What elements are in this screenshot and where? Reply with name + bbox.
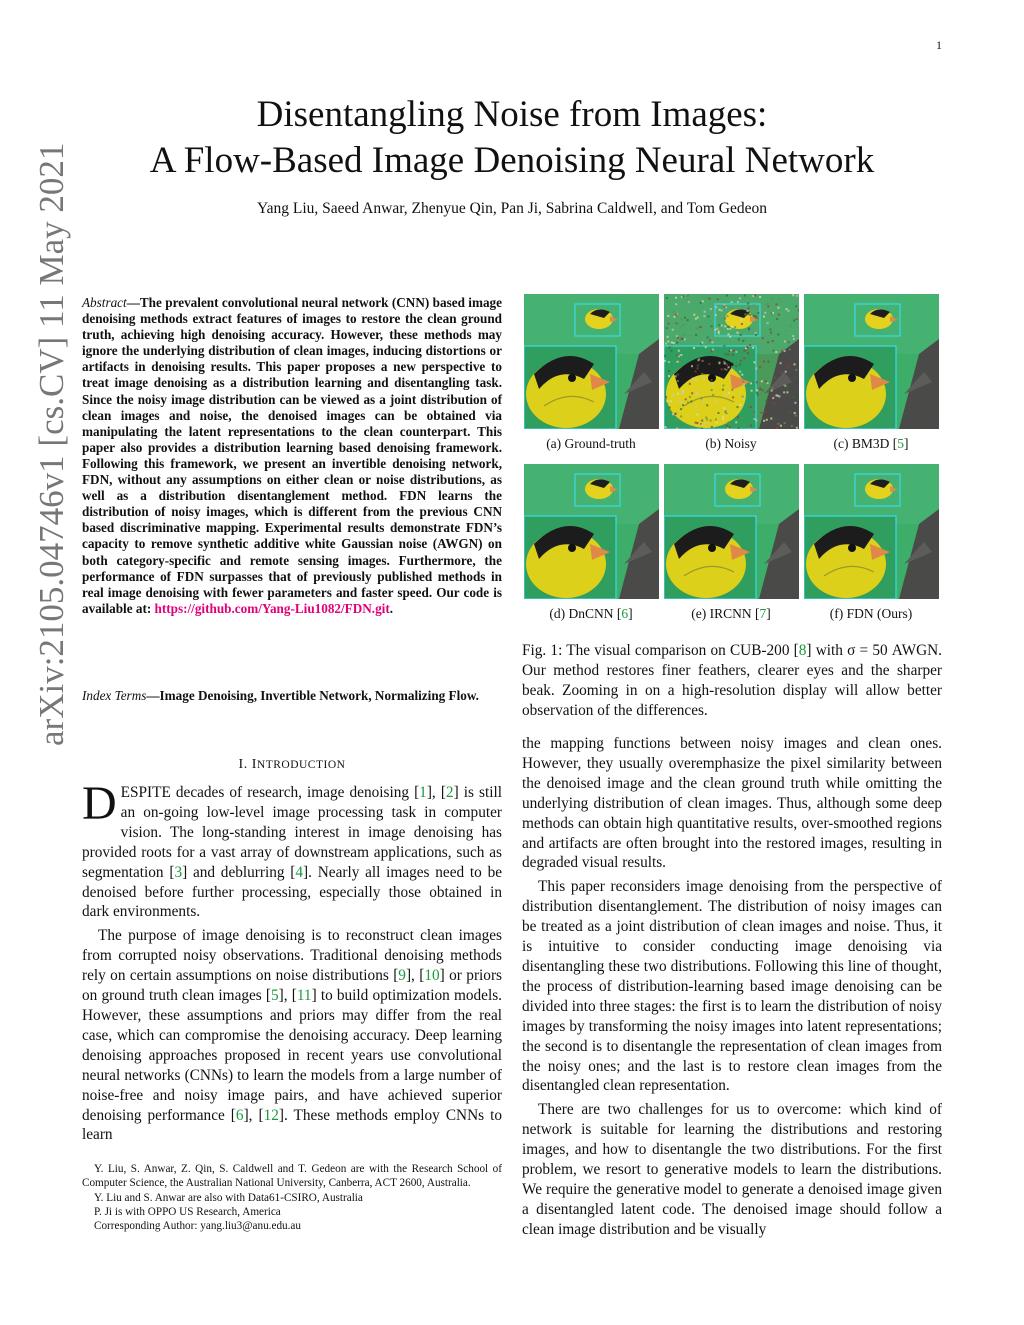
citation-link[interactable]: 3 bbox=[174, 863, 183, 881]
text-span: (c) BM3D [ bbox=[833, 436, 898, 451]
text-span: Fig. 1: The visual comparison on CUB-200 [ bbox=[522, 642, 799, 659]
introduction-left-column bbox=[82, 777, 503, 1145]
text-span: ] to build optimization models. However, these assumptions and priors may differ from the real case, which can compromise the denoising accuracy. Deep learning denoising approaches proposed in recent years use convolutional neural networks (CNNs) to learn the models from a large number of noise-free and noisy image pairs, and have achieved superior denoising performance [ bbox=[82, 987, 502, 1124]
text-span: ], [ bbox=[405, 967, 425, 985]
paper-title bbox=[100, 92, 924, 184]
text-span: ] bbox=[904, 436, 909, 451]
text-span: (d) DnCNN [ bbox=[549, 606, 622, 621]
right-paragraph-1: the mapping functions between noisy images and clean ones. However, they usually overemphasize the pixel similarity between the denoised image and the clean ground truth while omitting the underlying distribution of clean images. Thus, although some deep methods can obtain high quantitative results, over-smoothed regions and artifacts are often brought into the restored images, resulting in degraded visual results. bbox=[522, 735, 942, 872]
abstract-text: —The prevalent convolutional neural network (CNN) based image denoising methods extract features of images to restore the clean ground truth, achieving high denoising accuracy. However, these methods may ignore the underlying distribution of clean images, inducing distortions or artifacts in denoising results. This paper proposes a new perspective to treat image denoising as a distribution learning and disentangling task. Since the noisy image distribution can be viewed as a joint distribution of clean images and noise, the denoised images can be obtained via manipulating the latent representations to the clean counterpart. This paper also provides a distribution learning based denoising framework. Following this framework, we present an invertible denoising network, FDN, without any assumptions on either clean or noise distributions, as well as a distribution disentanglement method. FDN learns the distribution of noisy images, which is different from the previous CNN based discriminative mapping. Experimental results demonstrate FDN’s capacity to remove synthetic additive white Gaussian noise (AWGN) on both category-specific and remote sensing images. Furthermore, the performance of FDN surpasses that of previously published methods in real image denoising with fewer parameters and faster speed. Our code is available at: bbox=[82, 295, 502, 616]
section-first-letter: I bbox=[251, 757, 257, 772]
citation-link[interactable]: 9 bbox=[398, 967, 406, 985]
figure-image-ground-truth bbox=[524, 294, 659, 429]
text-span: ESPITE decades of research, image denoising [ bbox=[120, 784, 420, 801]
right-paragraph-3: There are two challenges for us to overcome: which kind of network is suitable for learning the distributions and restoring images, and how to disentangle the two distributions. For the first problem, we resort to generative models to learn the distributions. We require the generative model to generate a denoised image given a disentangled latent code. The denoised image should follow a clean image distribution and be visually bbox=[522, 1101, 942, 1238]
figure-image-bm3d bbox=[804, 294, 939, 429]
citation-link[interactable]: 10 bbox=[424, 967, 440, 985]
abstract-end: . bbox=[389, 600, 394, 616]
code-link[interactable]: https://github.com/Yang-Liu1082/FDN.git bbox=[154, 600, 390, 616]
figure-image-dncnn bbox=[524, 464, 659, 599]
figure-caption bbox=[522, 641, 942, 721]
abstract-lead: Abstract bbox=[82, 295, 127, 310]
index-terms bbox=[82, 688, 502, 704]
text-span: (e) IRCNN [ bbox=[691, 606, 760, 621]
text-span: ], [ bbox=[426, 784, 446, 801]
subcaption-d bbox=[521, 606, 661, 622]
subcaption-f bbox=[801, 606, 941, 622]
citation-link[interactable]: 5 bbox=[271, 987, 279, 1005]
citation-link[interactable]: 2 bbox=[445, 784, 454, 801]
text-span: ] and deblurring [ bbox=[182, 863, 296, 881]
citation-link[interactable]: 8 bbox=[798, 642, 807, 659]
citation-link[interactable]: 6 bbox=[235, 1106, 244, 1124]
citation-link[interactable]: 1 bbox=[419, 784, 427, 801]
footnotes bbox=[82, 1162, 502, 1233]
text-span: ] with σ = 50 AWGN. Our method restores finer feathers, clearer eyes and the sharper beak. Zooming in on a high-resolution display will allow better observation of the differences. bbox=[522, 642, 942, 719]
figure-image-noisy bbox=[664, 294, 799, 429]
introduction-right-column bbox=[522, 734, 942, 1240]
page-number: 1 bbox=[936, 38, 942, 52]
right-paragraph-2: This paper reconsiders image denoising from the perspective of distribution disentanglement. The distribution of noisy images can be treated as a joint distribution of clean images and noise. Thus, it is intuitive to consider conducting image denoising via disentangling these two distributions. Following this line of thought, the process of distribution-learning based image denoising can be divided into three stages: the first is to learn the distribution of noisy images by transforming the noisy images into latent representations; the second is to disentangle the representation of clean images from the noisy ones; and the last is to restore clean images from the disentangled clean representation. bbox=[522, 878, 942, 1095]
section-rest: NTRODUCTION bbox=[256, 759, 346, 771]
intro-paragraph-1 bbox=[82, 777, 503, 922]
subcaption-a bbox=[521, 436, 661, 452]
text-span: ] or priors on ground truth clean images [ bbox=[82, 967, 502, 1005]
section-number: I. bbox=[238, 757, 252, 772]
drop-cap: D bbox=[82, 777, 117, 830]
index-terms-lead: Index Terms bbox=[82, 688, 147, 703]
text-span: The purpose of image denoising is to reconstruct clean images from corrupted noisy observations. Traditional denoising methods rely on certain assumptions on noise distributions [ bbox=[82, 927, 502, 985]
figure-image-fdn bbox=[804, 464, 939, 599]
arxiv-side-label: arXiv:2105.04746v1 [cs.CV] 11 May 2021 bbox=[32, 142, 71, 746]
text-span: ] bbox=[766, 606, 771, 621]
footnote-data61: Y. Liu and S. Anwar are also with Data61-CSIRO, Australia bbox=[94, 1191, 363, 1204]
title-line-1: Disentangling Noise from Images: bbox=[256, 94, 768, 135]
citation-link[interactable]: 12 bbox=[263, 1106, 279, 1124]
index-terms-text: —Image Denoising, Invertible Network, Normalizing Flow. bbox=[146, 688, 479, 703]
citation-link[interactable]: 11 bbox=[296, 987, 312, 1005]
citation-link[interactable]: 7 bbox=[759, 606, 767, 621]
title-line-2: A Flow-Based Image Denoising Neural Network bbox=[149, 140, 875, 181]
citation-link[interactable]: 4 bbox=[295, 863, 304, 881]
text-span: ], [ bbox=[243, 1106, 264, 1124]
citation-link[interactable]: 5 bbox=[897, 436, 904, 451]
text-span: ] is still an on-going low-level image processing task in computer vision. The long-standing interest in image denoising has provided roots for a vast array of downstream applications, such as segmentation [ bbox=[82, 784, 502, 881]
subcaption-b bbox=[661, 436, 801, 452]
abstract bbox=[82, 295, 502, 617]
section-heading-introduction bbox=[82, 757, 502, 773]
text-span: ]. These methods employ CNNs to learn bbox=[82, 1106, 503, 1144]
text-span: ] bbox=[628, 606, 633, 621]
subcaption-c bbox=[801, 436, 941, 452]
text-span: (b) Noisy bbox=[705, 436, 757, 451]
text-span: ]. Nearly all images need to be denoised before further processing, especially those obtained in dark environments. bbox=[82, 863, 503, 921]
intro-paragraph-2 bbox=[82, 926, 502, 1145]
footnote-affiliation: Y. Liu, S. Anwar, Z. Qin, S. Caldwell and T. Gedeon are with the Research School of Computer Science, the Australian National University, Canberra, ACT 2600, Australia. bbox=[82, 1163, 502, 1190]
author-list: Yang Liu, Saeed Anwar, Zhenyue Qin, Pan Ji, Sabrina Caldwell, and Tom Gedeon bbox=[256, 200, 767, 217]
citation-link[interactable]: 6 bbox=[621, 606, 629, 621]
subcaption-e bbox=[661, 606, 801, 622]
figure-image-ircnn bbox=[664, 464, 799, 599]
text-span: (f) FDN (Ours) bbox=[829, 606, 913, 621]
text-span: (a) Ground-truth bbox=[546, 436, 636, 451]
text-span: ], [ bbox=[278, 987, 297, 1005]
footnote-corresponding: Corresponding Author: yang.liu3@anu.edu.au bbox=[94, 1220, 301, 1233]
footnote-oppo: P. Ji is with OPPO US Research, America bbox=[94, 1205, 281, 1218]
